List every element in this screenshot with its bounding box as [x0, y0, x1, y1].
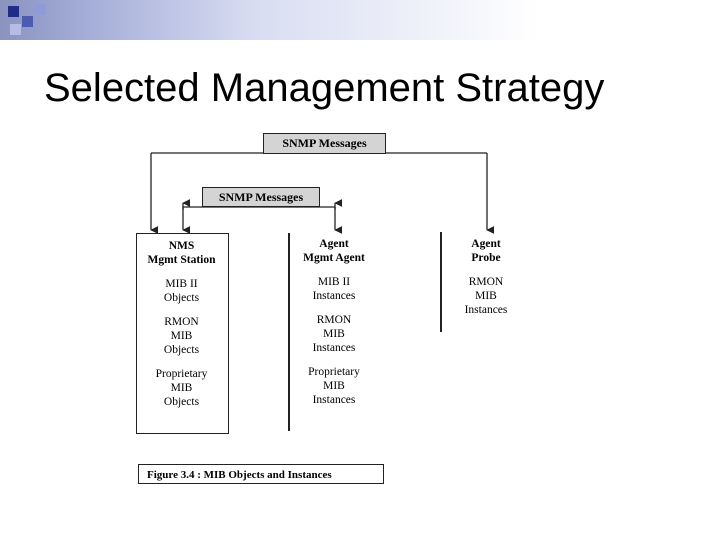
snmp-messages-mid-label: SNMP Messages — [202, 187, 320, 207]
nms-mib2-line1: MIB II — [165, 278, 198, 290]
nms-rmon-group — [138, 315, 225, 357]
nms-proprietary-group — [138, 367, 225, 409]
probe-column — [450, 237, 522, 317]
probe-rmon-line1: RMON — [468, 276, 504, 288]
nms-subheading: Mgmt Station — [147, 254, 216, 266]
agent-rmon-group — [292, 313, 376, 355]
nms-rmon-line3: Objects — [163, 344, 200, 356]
nms-prop-line2: MIB — [170, 382, 193, 394]
nms-column — [138, 239, 225, 409]
agent-mib2-line1: MIB II — [317, 276, 351, 288]
probe-heading: Agent — [471, 238, 501, 250]
probe-rmon-line2: MIB — [475, 290, 497, 302]
agent-prop-line3: Instances — [312, 394, 356, 406]
nms-rmon-line2: MIB — [170, 330, 193, 342]
figure-caption: Figure 3.4 : MIB Objects and Instances — [138, 464, 384, 484]
agent-heading: Agent — [319, 238, 349, 250]
probe-rmon-line3: Instances — [464, 304, 508, 316]
probe-subheading: Probe — [471, 252, 501, 264]
agent-divider-line — [288, 233, 290, 431]
nms-rmon-line1: RMON — [164, 316, 199, 328]
agent-mib2-line2: Instances — [312, 290, 356, 302]
agent-prop-line1: Proprietary — [308, 366, 360, 378]
slide-title: Selected Management Strategy — [44, 66, 605, 110]
snmp-messages-top-label: SNMP Messages — [263, 133, 386, 154]
nms-prop-line1: Proprietary — [155, 368, 208, 380]
agent-rmon-line1: RMON — [316, 314, 352, 326]
nms-mib2-line2: Objects — [163, 292, 200, 304]
agent-subheading: Mgmt Agent — [303, 252, 365, 264]
probe-divider-line — [440, 232, 442, 332]
nms-heading: NMS — [168, 240, 195, 252]
agent-prop-line2: MIB — [323, 380, 345, 392]
agent-mib2-group — [292, 275, 376, 303]
agent-column — [292, 237, 376, 407]
nms-prop-line3: Objects — [163, 396, 200, 408]
agent-proprietary-group — [292, 365, 376, 407]
agent-rmon-line2: MIB — [323, 328, 345, 340]
probe-rmon-group — [450, 275, 522, 317]
agent-rmon-line3: Instances — [312, 342, 356, 354]
nms-mib2-group — [138, 277, 225, 305]
